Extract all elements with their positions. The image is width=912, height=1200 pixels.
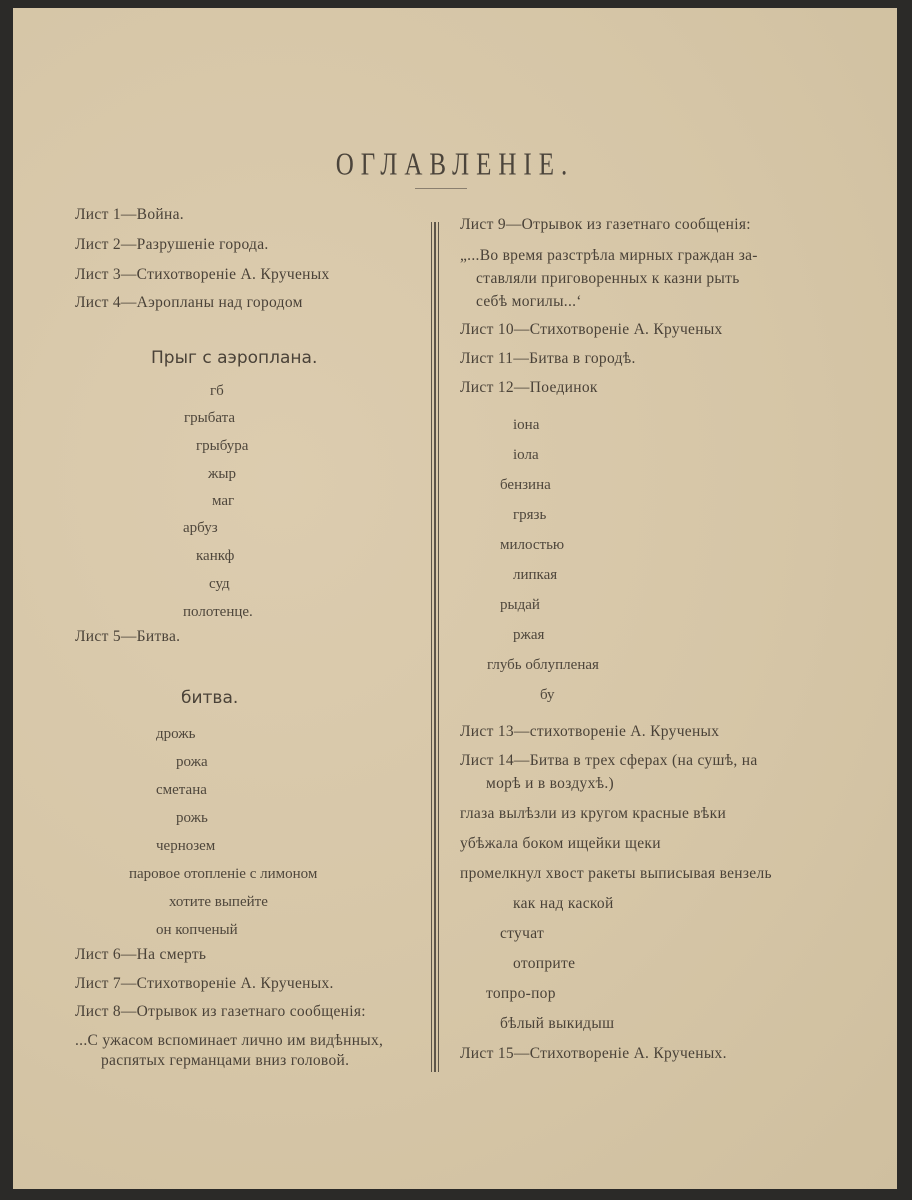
poem-line: глаза вылѣзли из кругом красные вѣки	[460, 805, 727, 822]
poem-word: липкая	[513, 567, 558, 583]
toc-entry-14-cont: морѣ и в воздухѣ.)	[486, 775, 615, 792]
poem-word: канкф	[196, 548, 235, 564]
toc-entry-11: Лист 11—Битва в городѣ.	[460, 350, 636, 367]
toc-entry-7: Лист 7—Стихотвореніе А. Крученых.	[75, 975, 334, 992]
poem-word: дрожь	[156, 726, 196, 742]
quote-line: „...Во время разстрѣла мирных граждан за-	[460, 247, 758, 264]
poem-word: милостью	[500, 537, 565, 553]
toc-entry-1: Лист 1—Война.	[75, 206, 184, 223]
document-page	[13, 8, 897, 1189]
page-title: ОГЛАВЛЕНІЕ.	[335, 148, 575, 182]
column-divider	[431, 222, 439, 1072]
poem-word: суд	[209, 576, 230, 592]
toc-entry-6: Лист 6—На смерть	[75, 946, 207, 963]
poem-word: глубь облупленая	[487, 657, 599, 673]
poem-heading-bitva: битва.	[181, 688, 239, 708]
poem-word: іона	[513, 417, 540, 433]
toc-entry-5: Лист 5—Битва.	[75, 628, 181, 645]
toc-entry-9: Лист 9—Отрывок из газетнаго сообщенія:	[460, 216, 751, 233]
poem-word: хотите выпейте	[169, 894, 268, 910]
quote-line: распятых германцами вниз головой.	[101, 1052, 350, 1069]
quote-line: себѣ могилы...‘	[476, 293, 582, 310]
poem-word: маг	[212, 493, 235, 509]
title-rule	[415, 188, 467, 189]
poem-line: как над каской	[513, 895, 614, 912]
poem-word: полотенце.	[183, 604, 253, 620]
poem-word: іола	[513, 447, 539, 463]
poem-word: грязь	[513, 507, 547, 523]
toc-entry-2: Лист 2—Разрушеніе города.	[75, 236, 269, 253]
poem-word: грыбата	[184, 410, 236, 426]
poem-line: промелкнул хвост ракеты выписывая вензель	[460, 865, 772, 882]
poem-word: жыр	[208, 466, 236, 482]
toc-entry-15: Лист 15—Стихотвореніе А. Крученых.	[460, 1045, 727, 1062]
poem-line: топро-пор	[486, 985, 556, 1002]
poem-line: убѣжала боком ищейки щеки	[460, 835, 661, 852]
poem-word: чернозем	[156, 838, 216, 854]
poem-word: ржая	[513, 627, 545, 643]
toc-entry-12: Лист 12—Поединок	[460, 379, 598, 396]
poem-line: бѣлый выкидыш	[500, 1015, 615, 1032]
poem-line: отоприте	[513, 955, 576, 972]
poem-line: стучат	[500, 925, 545, 942]
toc-entry-14: Лист 14—Битва в трех сферах (на сушѣ, на	[460, 752, 758, 769]
poem-word: арбуз	[183, 520, 218, 536]
poem-word: бу	[540, 687, 555, 703]
toc-entry-8: Лист 8—Отрывок из газетнаго сообщенія:	[75, 1003, 366, 1020]
toc-entry-4: Лист 4—Аэропланы над городом	[75, 294, 303, 311]
poem-word: рыдай	[500, 597, 540, 613]
poem-word: рожь	[176, 810, 208, 826]
poem-word: паровое отопленіе с лимоном	[129, 866, 318, 882]
quote-line: ...С ужасом вспоминает лично им видѣнных,	[75, 1032, 384, 1049]
toc-entry-10: Лист 10—Стихотвореніе А. Крученых	[460, 321, 723, 338]
poem-word: сметана	[156, 782, 207, 798]
poem-word: он копченый	[156, 922, 238, 938]
poem-word: бензина	[500, 477, 551, 493]
poem-word: грыбура	[196, 438, 249, 454]
quote-line: ставляли приговоренных к казни рыть	[476, 270, 740, 287]
toc-entry-3: Лист 3—Стихотвореніе А. Крученых	[75, 266, 330, 283]
poem-word: гб	[210, 383, 224, 399]
poem-heading-pryg: Прыг с аэроплана.	[151, 348, 318, 368]
poem-word: рожа	[176, 754, 208, 770]
toc-entry-13: Лист 13—стихотвореніе А. Крученых	[460, 723, 720, 740]
